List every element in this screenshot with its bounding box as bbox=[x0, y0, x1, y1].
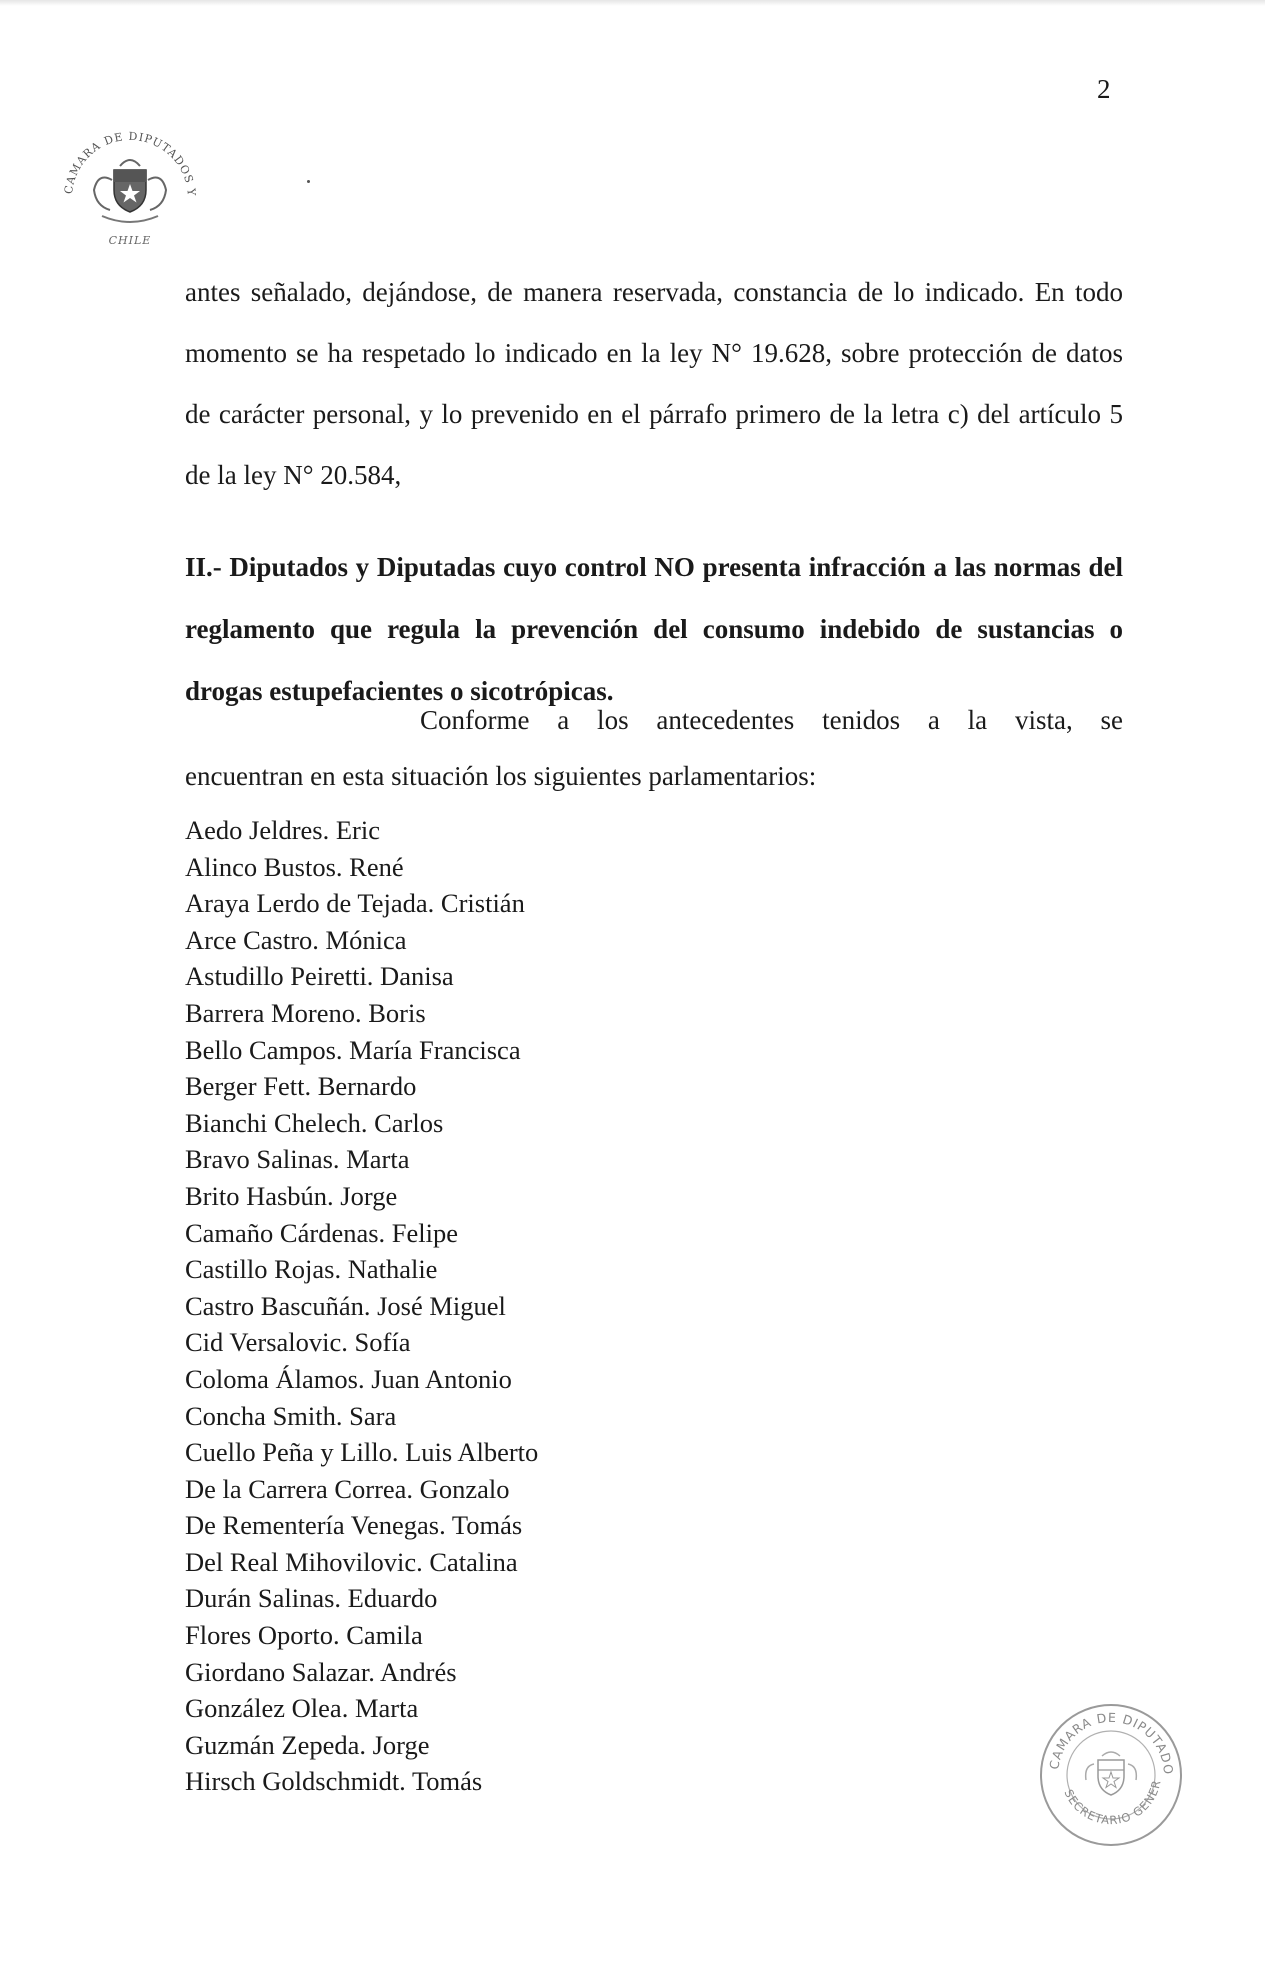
list-item: Bravo Salinas. Marta bbox=[185, 1144, 410, 1175]
list-item: Del Real Mihovilovic. Catalina bbox=[185, 1546, 518, 1577]
list-item: Flores Oporto. Camila bbox=[185, 1620, 423, 1651]
list-item: Bello Campos. María Francisca bbox=[185, 1034, 521, 1065]
list-item: Giordano Salazar. Andrés bbox=[185, 1656, 457, 1687]
svg-text:CAMARA DE DIPUTADOS: CAMARA DE DIPUTADO bbox=[1046, 1709, 1177, 1776]
list-item: De la Carrera Correa. Gonzalo bbox=[185, 1473, 510, 1504]
intro-line-1: Conforme a los antecedentes tenidos a la vista, se bbox=[420, 705, 1123, 735]
list-item: De Rementería Venegas. Tomás bbox=[185, 1510, 523, 1541]
chamber-crest-logo bbox=[50, 120, 210, 250]
list-item: Brito Hasbún. Jorge bbox=[185, 1180, 398, 1211]
section-heading: II.- Diputados y Diputadas cuyo control NO presenta infracción a las normas del reglamento que regula la prevención del consumo indebido de sustancias o drogas estupefacientes o sicotrópicas. bbox=[185, 552, 1123, 706]
list-item: Araya Lerdo de Tejada. Cristián bbox=[185, 888, 525, 919]
stamp-seal-icon bbox=[1036, 1700, 1186, 1850]
list-item: Aedo Jeldres. Eric bbox=[185, 815, 380, 845]
list-item: Arce Castro. Mónica bbox=[185, 924, 407, 955]
list-item: Camaño Cárdenas. Felipe bbox=[185, 1217, 459, 1248]
crest-icon bbox=[50, 120, 210, 250]
svg-text:SECRETARIO GENERAL: SECRETARIO GENER bbox=[1061, 1778, 1164, 1828]
list-item: Cuello Peña y Lillo. Luis Alberto bbox=[185, 1437, 539, 1468]
list-item: Coloma Álamos. Juan Antonio bbox=[185, 1363, 512, 1394]
list-item: Concha Smith. Sara bbox=[185, 1400, 397, 1431]
list-item: Berger Fett. Bernardo bbox=[185, 1071, 417, 1102]
list-item: Cid Versalovic. Sofía bbox=[185, 1327, 411, 1358]
list-item: González Olea. Marta bbox=[185, 1693, 419, 1724]
list-item: Castillo Rojas. Nathalie bbox=[185, 1254, 438, 1285]
list-item: Barrera Moreno. Boris bbox=[185, 997, 426, 1028]
svg-text:CHILE: CHILE bbox=[108, 234, 152, 247]
page-number: 2 bbox=[1097, 74, 1111, 104]
intro-line-2: encuentran en esta situación los siguientes parlamentarios: bbox=[185, 761, 817, 791]
svg-text:CAMARA DE DIPUTADOS Y DIPUTADA: CAMARA DE DIPUTADOS Y bbox=[62, 129, 199, 198]
list-item: Alinco Bustos. René bbox=[185, 851, 404, 882]
list-item: Durán Salinas. Eduardo bbox=[185, 1583, 438, 1614]
list-item: Bianchi Chelech. Carlos bbox=[185, 1107, 444, 1138]
list-item: Hirsch Goldschmidt. Tomás bbox=[185, 1766, 483, 1797]
scan-edge bbox=[0, 0, 1265, 6]
member-list bbox=[185, 812, 538, 1800]
scan-speck bbox=[307, 180, 310, 183]
paragraph-protection-notice: antes señalado, dejándose, de manera reservada, constancia de lo indicado. En todo momento se ha respetado lo indicado en la ley N° 19.628, sobre protección de datos de carácter personal, y lo prevenido en el párrafo primero de la letra c) del artículo 5 de la ley N° 20.584, bbox=[185, 277, 1123, 490]
list-item: Astudillo Peiretti. Danisa bbox=[185, 961, 454, 992]
list-item: Castro Bascuñán. José Miguel bbox=[185, 1290, 506, 1321]
secretary-general-stamp bbox=[1036, 1700, 1186, 1850]
list-item: Guzmán Zepeda. Jorge bbox=[185, 1729, 430, 1760]
